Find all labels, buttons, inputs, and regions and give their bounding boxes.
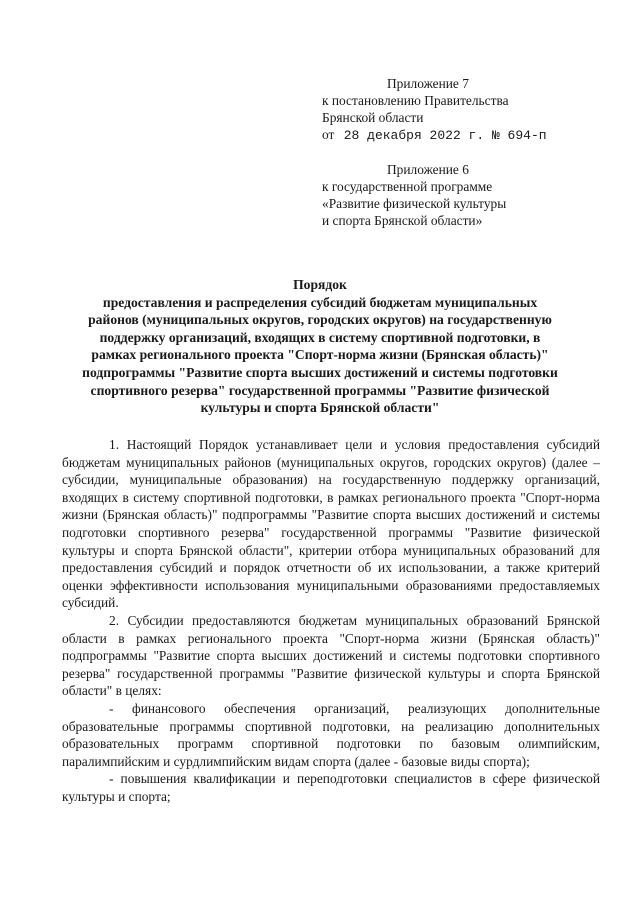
annex-7-from: от (322, 127, 335, 142)
document-title (62, 276, 578, 417)
annex-6-block (322, 161, 506, 229)
annex-6-title: Приложение 6 (387, 162, 469, 177)
annex-7-decree: 28 декабря 2022 г. № 694-п (343, 128, 547, 143)
bullet-item-1: - финансового обеспечения организаций, реализующих дополнительные образовательные программы спортивной подготовки, на реализацию дополнительных образовательных программ спортивной подготовки по базовым олимпийским, паралимпийским и сурдлимпийским видам спорта (далее - базовые виды спорта); (62, 700, 600, 769)
annex-7-line-2: Брянской области (322, 110, 424, 125)
title-line: районов (муниципальных округов, городских округов) на государственную (88, 312, 552, 328)
annex-6-line-3: и спорта Брянской области» (322, 213, 483, 228)
bullet-item-2: - повышения квалификации и переподготовки специалистов в сфере физической культуры и спорта; (62, 771, 600, 804)
title-line: культуры и спорта Брянской области" (200, 400, 440, 416)
title-line: предоставления и распределения субсидий бюджетам муниципальных (102, 294, 538, 310)
paragraph-1: 1. Настоящий Порядок устанавливает цели и условия предоставления субсидий бюджетам муниципальных районов (муниципальных округов, городских округов) (далее – субсидии, муниципальные образования) на государственную поддержку организаций, входящих в систему спортивной подготовки, в рамках регионального проекта "Спорт-норма жизни (Брянская область)" подпрограммы "Развитие спорта высших достижений и системы подготовки спортивного резерва" государственной программы "Развитие физической культуры и спорта Брянской области", критерии отбора муниципальных образований для предоставления субсидий и порядок отчетности об их использовании, а также критерий оценки эффективности использования муниципальными образованиями предоставляемых субсидий. (62, 437, 600, 611)
document-body (62, 436, 600, 805)
annex-7-line-1: к постановлению Правительства (322, 93, 509, 108)
annex-6-line-1: к государственной программе (322, 179, 493, 194)
title-line: Порядок (293, 277, 347, 292)
paragraph-2: 2. Субсидии предоставляются бюджетам муниципальных образований Брянской области в рамках регионального проекта "Спорт-норма жизни (Брянская область)" подпрограммы "Развитие спорта высших достижений и системы подготовки спортивного резерва" государственной программы "Развитие физической культуры и спорта Брянской области" в целях: (62, 612, 600, 699)
title-line: спортивного резерва" государственной программы "Развитие физической (90, 382, 550, 398)
title-line: поддержку организаций, входящих в систему спортивной подготовки, в (99, 329, 541, 345)
annex-7-title: Приложение 7 (387, 76, 469, 91)
title-line: подпрограммы "Развитие спорта высших достижений и системы подготовки (82, 364, 558, 380)
annex-7-decree-line (322, 126, 547, 144)
title-line: рамках регионального проекта "Спорт-норма жизни (Брянская область)" (91, 347, 549, 363)
annex-7-block (322, 75, 547, 144)
annex-6-line-2: «Развитие физической культуры (322, 196, 507, 211)
